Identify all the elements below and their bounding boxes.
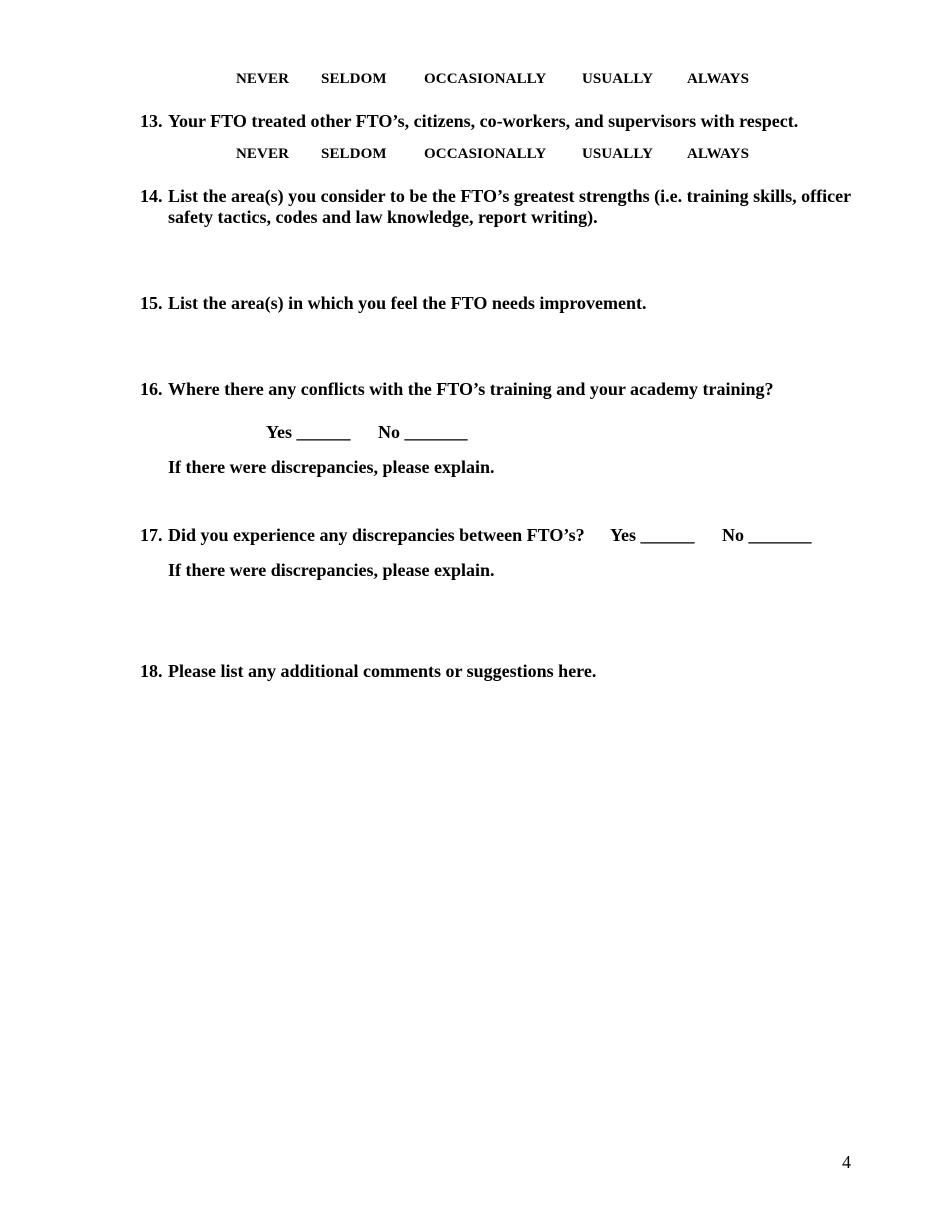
question-number: 14. (140, 186, 163, 206)
scale-usually[interactable]: USUALLY (582, 71, 654, 87)
question-text: Your FTO treated other FTO’s, citizens, co-workers, and supervisors with respect. (168, 111, 799, 131)
scale-seldom[interactable]: SELDOM (321, 146, 387, 162)
question-18 (140, 661, 596, 682)
q17-explain-prompt: If there were discrepancies, please explain. (168, 560, 495, 580)
q17-no-blank[interactable]: No _______ (722, 525, 812, 545)
question-14 (140, 186, 868, 228)
question-17 (140, 525, 585, 546)
scale-usually[interactable]: USUALLY (582, 146, 654, 162)
q17-yes-blank[interactable]: Yes ______ (610, 525, 695, 545)
question-number: 16. (140, 379, 163, 399)
scale-seldom[interactable]: SELDOM (321, 71, 387, 87)
question-15 (140, 293, 646, 314)
question-16 (140, 379, 774, 400)
scale-occasionally[interactable]: OCCASIONALLY (424, 71, 547, 87)
question-text: List the area(s) you consider to be the FTO’s greatest strengths (i.e. training skills, officer safety tactics, codes and law knowledge, report writing). (168, 186, 851, 227)
page-number: 4 (842, 1152, 851, 1172)
question-text: List the area(s) in which you feel the FTO needs improvement. (168, 293, 647, 313)
scale-always[interactable]: ALWAYS (687, 146, 750, 162)
question-text: Did you experience any discrepancies between FTO’s? (168, 525, 585, 545)
question-text: Please list any additional comments or suggestions here. (168, 661, 597, 681)
question-13 (140, 111, 798, 132)
scale-never[interactable]: NEVER (236, 71, 290, 87)
q16-yes-blank[interactable]: Yes ______ (266, 422, 351, 442)
q16-no-blank[interactable]: No _______ (378, 422, 468, 442)
question-number: 13. (140, 111, 163, 131)
question-number: 18. (140, 661, 163, 681)
question-number: 17. (140, 525, 163, 545)
question-number: 15. (140, 293, 163, 313)
question-text: Where there any conflicts with the FTO’s training and your academy training? (168, 379, 774, 399)
q16-explain-prompt: If there were discrepancies, please explain. (168, 457, 495, 477)
scale-occasionally[interactable]: OCCASIONALLY (424, 146, 547, 162)
scale-never[interactable]: NEVER (236, 146, 290, 162)
scale-always[interactable]: ALWAYS (687, 71, 750, 87)
